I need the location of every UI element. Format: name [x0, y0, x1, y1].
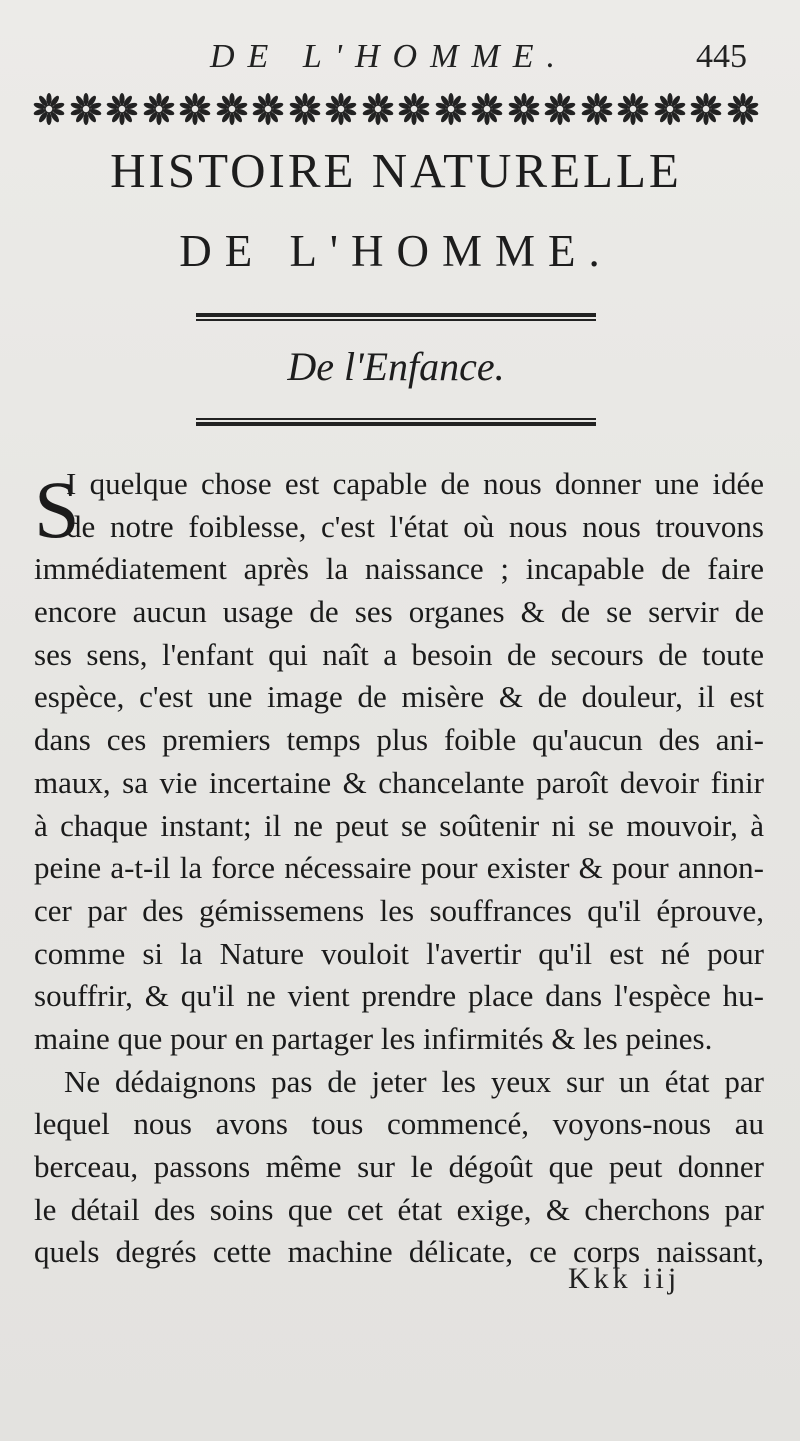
text-line: maux, sa vie incertaine & chancelante paroît devoir finir: [34, 764, 764, 800]
rule-thin-line: [196, 319, 596, 321]
fleuron-icon: [69, 93, 103, 125]
rule-thin-line: [196, 418, 596, 420]
text-line: lequel nous avons tous commencé, voyons-nous au: [34, 1106, 764, 1142]
fleuron-icon: [142, 93, 176, 125]
ornament-band: [32, 92, 760, 126]
text-line: ses sens, l'enfant qui naît a besoin de secours de toute: [34, 636, 764, 672]
fleuron-icon: [689, 93, 723, 125]
text-line: peine a-t-il la force nécessaire pour exister & pour annon-: [34, 850, 764, 886]
fleuron-icon: [726, 93, 760, 125]
fleuron-icon: [434, 93, 468, 125]
text-line: comme si la Nature vouloit l'avertir qu'il est né pour: [34, 935, 764, 971]
text-line: souffrir, & qu'il ne vient prendre place dans l'espèce hu-: [34, 978, 764, 1014]
fleuron-icon: [470, 93, 504, 125]
fleuron-icon: [361, 93, 395, 125]
double-rule-top: [196, 313, 596, 321]
body-text: [34, 463, 764, 1274]
double-rule-bottom: [196, 418, 596, 426]
fleuron-icon: [324, 93, 358, 125]
sub-title: DE L'HOMME.: [179, 226, 613, 276]
rule-thick-line: [196, 313, 596, 317]
page-footer: [0, 1262, 800, 1302]
text-line: quels degrés cette machine délicate, ce corps naissant,: [34, 1234, 764, 1270]
fleuron-icon: [580, 93, 614, 125]
fleuron-icon: [616, 93, 650, 125]
text-line: à chaque instant; il ne peut se soûtenir ni se mouvoir, à: [34, 807, 764, 843]
fleuron-icon: [288, 93, 322, 125]
text-line: immédiatement après la naissance ; incapable de faire: [34, 551, 764, 587]
drop-cap: S: [34, 464, 80, 555]
text-line: le détail des soins que cet état exige, & cherchons par: [34, 1191, 764, 1227]
running-title: DE L'HOMME.: [210, 38, 569, 75]
signature-mark: Kkk iij: [568, 1262, 681, 1295]
main-title: HISTOIRE NATURELLE: [110, 143, 682, 198]
fleuron-icon: [397, 93, 431, 125]
text-line: maine que pour en partager les infirmités & les peines.: [34, 1020, 713, 1056]
fleuron-icon: [215, 93, 249, 125]
text-line: espèce, c'est une image de misère & de douleur, il est: [34, 679, 764, 715]
text-line: encore aucun usage de ses organes & de se servir de: [34, 594, 764, 630]
text-line: de notre foiblesse, c'est l'état où nous nous trouvons: [66, 508, 764, 544]
running-head: [0, 28, 800, 88]
text-line: Ne dédaignons pas de jeter les yeux sur un état par: [64, 1063, 764, 1099]
text-line: berceau, passons même sur le dégoût que peut donner: [34, 1149, 764, 1184]
rule-thick-line: [196, 422, 596, 426]
page-number: 445: [696, 38, 747, 75]
fleuron-icon: [543, 93, 577, 125]
text-line: dans ces premiers temps plus foible qu'aucun des ani-: [34, 722, 764, 758]
fleuron-icon: [178, 93, 212, 125]
text-line: I quelque chose est capable de nous donner une idée: [66, 466, 764, 501]
fleuron-icon: [653, 93, 687, 125]
section-title: De l'Enfance.: [287, 344, 505, 389]
fleuron-icon: [105, 93, 139, 125]
fleuron-icon: [251, 93, 285, 125]
fleuron-icon: [507, 93, 541, 125]
fleuron-icon: [32, 93, 66, 125]
text-line: cer par des gémissemens les souffrances qu'il éprouve,: [34, 892, 764, 928]
